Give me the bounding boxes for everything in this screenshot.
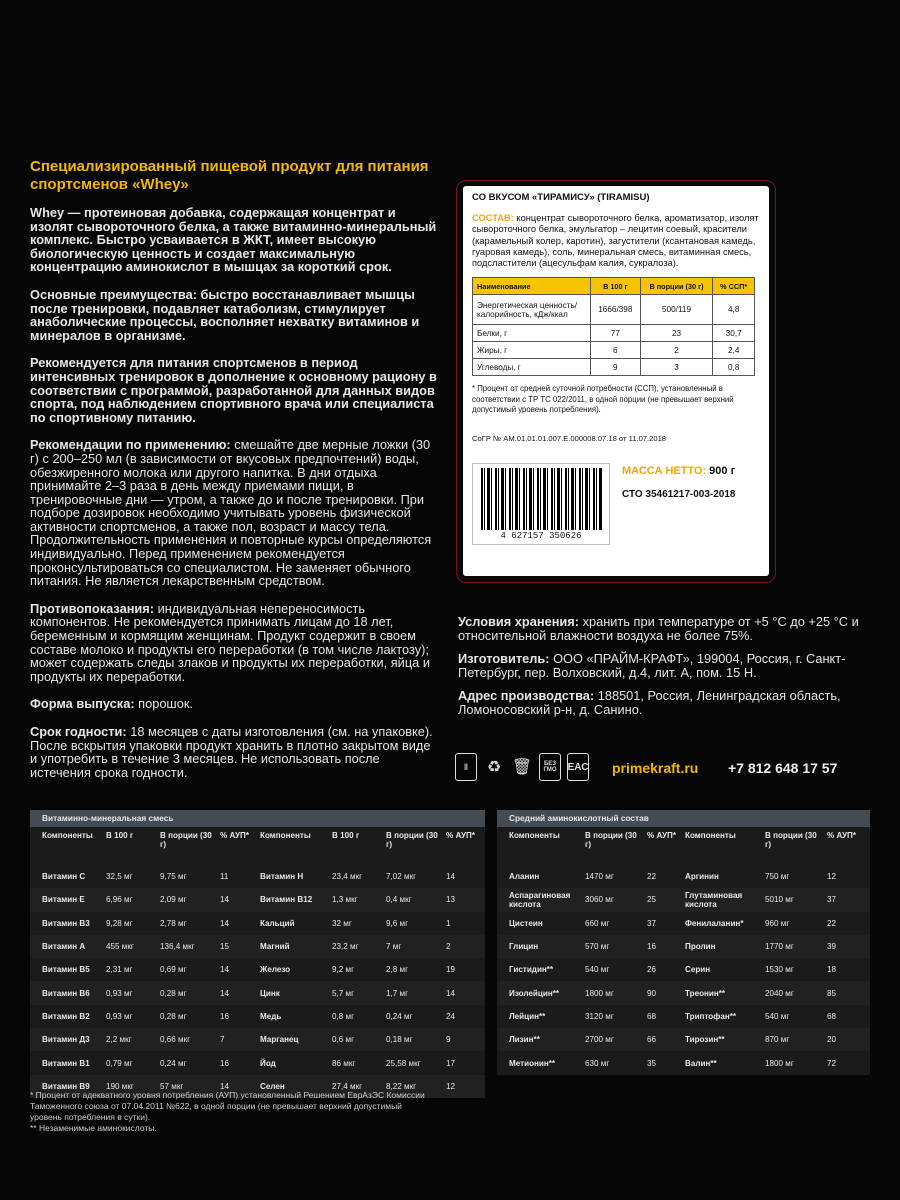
- form-label: Форма выпуска:: [30, 696, 135, 712]
- vit-cell: 0,24 мг: [386, 1011, 413, 1021]
- vit-head-cell: В порции (30 г): [160, 831, 212, 849]
- gmo-free-icon: БЕЗ ГМО: [539, 753, 561, 781]
- address-text: 188501, Россия, Ленинградская область, Ломоносовский р-н, д. Санино.: [458, 688, 841, 717]
- vit-cell: Медь: [260, 1011, 282, 1021]
- nutrition-cell: Энергетическая ценность/ калорийность, кДж/ккал: [473, 295, 591, 325]
- nutrition-cell: 3: [640, 359, 713, 376]
- website-link[interactable]: primekraft.ru: [612, 760, 699, 776]
- amino-head-cell: Компоненты: [685, 831, 736, 840]
- amino-cell: 540 мг: [585, 965, 610, 975]
- vit-head-cell: Компоненты: [260, 831, 311, 840]
- vit-cell: 23,2 мг: [332, 942, 359, 952]
- vit-cell: 6,96 мг: [106, 895, 133, 905]
- vit-cell: 23,4 мкг: [332, 872, 363, 882]
- amino-cell: 66: [647, 1035, 657, 1045]
- sto-number: СТО 35461217-003-2018: [622, 488, 736, 500]
- vit-cell: 136,4 мкг: [160, 942, 195, 952]
- storage-label: Условия хранения:: [458, 614, 580, 629]
- barcode-number: 4 627157 350626: [500, 530, 582, 541]
- amino-cell: Глутаминовая кислота: [685, 890, 743, 909]
- vit-cell: Витамин В2: [42, 1011, 90, 1021]
- barcode: [472, 463, 610, 545]
- amino-cell: Фенилаланин*: [685, 918, 744, 928]
- vit-cell: 14: [446, 988, 456, 998]
- mass-label: МАССА НЕТТО:: [622, 464, 707, 477]
- vit-row: [30, 935, 485, 958]
- vit-head-cell: В 100 г: [332, 831, 360, 840]
- vitamin-table-title: Витаминно-минеральная смесь: [30, 810, 485, 827]
- vit-cell: 9,28 мг: [106, 918, 133, 928]
- vit-cell: 9: [446, 1035, 451, 1045]
- amino-cell: 22: [647, 872, 657, 882]
- vit-cell: 0,4 мкг: [386, 895, 412, 905]
- vit-cell: Железо: [260, 965, 291, 975]
- vit-cell: 0,8 мг: [332, 1011, 355, 1021]
- amino-cell: 68: [647, 1011, 657, 1021]
- vit-cell: 7,02 мкг: [386, 872, 417, 882]
- vit-cell: 0,66 мкг: [160, 1035, 191, 1045]
- amino-cell: 72: [827, 1058, 837, 1068]
- vit-head-cell: Компоненты: [42, 831, 93, 840]
- amino-cell: 90: [647, 988, 657, 998]
- vit-row: [30, 981, 485, 1004]
- vit-cell: 25,58 мкг: [386, 1058, 421, 1068]
- vit-cell: 19: [446, 965, 456, 975]
- contra-block: [30, 602, 440, 684]
- vit-cell: Марганец: [260, 1035, 299, 1045]
- vit-head-cell: В 100 г: [106, 831, 134, 840]
- vit-cell: 17: [446, 1058, 456, 1068]
- vit-cell: 24: [446, 1011, 456, 1021]
- maker-block: [458, 652, 878, 679]
- amino-cell: Треонин**: [685, 988, 726, 998]
- vit-cell: 0,93 мг: [106, 1011, 133, 1021]
- vit-cell: Витамин В9: [42, 1081, 90, 1091]
- vit-cell: Витамин Н: [260, 872, 304, 882]
- vit-cell: 2,2 мкг: [106, 1035, 132, 1045]
- amino-cell: 18: [827, 965, 837, 975]
- mass-row: [472, 463, 760, 545]
- amino-cell: Аланин: [509, 872, 540, 882]
- maker-label: Изготовитель:: [458, 651, 550, 667]
- vit-cell: 9,6 мг: [386, 918, 409, 928]
- amino-cell: 26: [647, 965, 657, 975]
- description-column: [30, 158, 440, 793]
- vit-cell: Витамин В6: [42, 988, 90, 998]
- nutrition-row: [473, 359, 755, 376]
- amino-cell: Тирозин**: [685, 1035, 725, 1045]
- amino-head-cell: В порции (30 г): [585, 831, 637, 849]
- vit-cell: Магний: [260, 942, 290, 952]
- vit-cell: 14: [220, 1081, 230, 1091]
- amino-cell: 37: [647, 918, 657, 928]
- trash-bin-icon: 🗑: [511, 759, 533, 776]
- vit-cell: 1,7 мг: [386, 988, 409, 998]
- vit-cell: Йод: [260, 1058, 276, 1068]
- nutrition-cell: 9: [591, 359, 641, 376]
- amino-cell: Аргинин: [685, 872, 719, 882]
- amino-cell: Лизин**: [509, 1035, 540, 1045]
- net-mass: [622, 465, 735, 477]
- composition-label: СОСТАВ:: [472, 213, 514, 223]
- vit-cell: 1: [446, 918, 451, 928]
- amino-row: [497, 865, 870, 888]
- sogr-number: СоГР № AM.01.01.01.007.E.000008.07.18 от 11.07.2018: [472, 433, 667, 443]
- nutrition-row: [473, 342, 755, 359]
- storage-text: хранить при температуре от +5 °С до +25 °С и относительной влажности воздуха не более 75%.: [458, 614, 859, 643]
- amino-cell: 540 мг: [765, 1011, 790, 1021]
- nutrition-cell: 6: [591, 342, 641, 359]
- bottom-footnote: * Процент от адекватного уровня потребления (АУП) установленный Решением ЕврАзЭС Комиссии Таможенного союза от 07.04.2011 №622, в одной порции (не превышает верхний допустимый уровень потребления в сутки). ** Незаменимые аминокислоты.: [30, 1090, 425, 1133]
- amino-cell: 1800 мг: [585, 988, 614, 998]
- nutrition-cell: 1666/398: [591, 295, 641, 325]
- nutrition-cell: 30,7: [713, 325, 755, 342]
- vit-cell: 86 мкг: [332, 1058, 356, 1068]
- vit-cell: 32,5 мг: [106, 872, 133, 882]
- vit-cell: 27,4 мкг: [332, 1081, 363, 1091]
- form-text: порошок.: [134, 696, 193, 712]
- vit-cell: 7: [220, 1035, 225, 1045]
- amino-head-cell: В порции (30 г): [765, 831, 817, 849]
- address-block: [458, 689, 878, 716]
- amino-head-cell: % АУП*: [827, 831, 856, 840]
- amino-cell: 660 мг: [585, 918, 610, 928]
- nutrition-cell: 2: [640, 342, 713, 359]
- nutrition-cell: 2,4: [713, 342, 755, 359]
- vit-cell: 14: [220, 895, 230, 905]
- amino-cell: Цистеин: [509, 918, 543, 928]
- phone-number: +7 812 648 17 57: [728, 760, 838, 776]
- vit-head-cell: В порции (30 г): [386, 831, 438, 849]
- recommend-text: Рекомендуется для питания спортсменов в период интенсивных тренировок в дополнение к основному рациону в соответствии с программой, разработанной для данных видов спорта, под наблюдением спортивного врача или специалиста по спортивному питанию.: [30, 355, 437, 425]
- amino-cell: 12: [827, 872, 837, 882]
- nutrition-head-cell: В 100 г: [591, 278, 641, 295]
- amino-cell: 16: [647, 942, 657, 952]
- nutrition-head-cell: Наименование: [473, 278, 591, 295]
- vit-row: [30, 1028, 485, 1051]
- amino-cell: Гистидин**: [509, 965, 554, 975]
- maker-text: ООО «ПРАЙМ-КРАФТ», 199004, Россия, г. Санкт-Петербург, пер. Волховский, д.4, лит. А, пом. 15 Н.: [458, 651, 846, 680]
- vit-cell: 0,6 мг: [332, 1035, 355, 1045]
- vit-cell: 9,2 мг: [332, 965, 355, 975]
- amino-cell: 39: [827, 942, 837, 952]
- vit-cell: 190 мкг: [106, 1081, 134, 1091]
- shelf-label: Срок годности:: [30, 724, 127, 739]
- vit-cell: 8,22 мкг: [386, 1081, 417, 1091]
- vit-cell: 16: [220, 1058, 230, 1068]
- vit-cell: 2: [446, 942, 451, 952]
- amino-cell: 35: [647, 1058, 657, 1068]
- usage-text: смешайте две мерные ложки (30 г) с 200–250 мл (в зависимости от вкусовых предпочтений) воды, обезжиренного молока или другого напитка. В дни отдыха принимайте 2–3 раза в день между приемами пищи, в тренировочные дни — утром, а также до и после тренировки. При подборе дозировок необходимо учитывать уровень физической активности спортсменов, а также пол, возраст и массу тела. Продолжительность применения и повторные курсы определяются индивидуально. Перед применением рекомендуется проконсультироваться со специалистом. Не заменяет обычного питания. Не является лекарственным средством.: [30, 437, 432, 589]
- amino-cell: 750 мг: [765, 872, 790, 882]
- nutrition-cell: 0,8: [713, 359, 755, 376]
- vit-cell: 2,09 мг: [160, 895, 187, 905]
- cert-icons: [455, 753, 589, 781]
- nutrition-cell: 77: [591, 325, 641, 342]
- usage-label: Рекомендации по применению:: [30, 437, 231, 453]
- advantages-text: Основные преимущества: быстро восстанавливает мышцы после тренировки, подавляет катаболизм, стимулирует анаболические процессы, восполняет нехватку витаминов и минералов в организме.: [30, 286, 420, 343]
- nutrition-cell: 23: [640, 325, 713, 342]
- amino-cell: Триптофан**: [685, 1011, 737, 1021]
- vit-cell: 14: [220, 965, 230, 975]
- vit-cell: 0,28 мг: [160, 1011, 187, 1021]
- vit-cell: 14: [220, 918, 230, 928]
- amino-cell: Валин**: [685, 1058, 717, 1068]
- amino-cell: 1470 мг: [585, 872, 614, 882]
- amino-cell: 20: [827, 1035, 837, 1045]
- vit-cell: 5,7 мг: [332, 988, 355, 998]
- amino-head-cell: Компоненты: [509, 831, 560, 840]
- amino-cell: 22: [827, 918, 837, 928]
- food-contact-icon: Ⅱ: [455, 753, 477, 781]
- vitamin-table: [30, 810, 485, 1091]
- vit-cell: 15: [220, 942, 230, 952]
- amino-head-cell: % АУП*: [647, 831, 676, 840]
- amino-row: [497, 912, 870, 935]
- amino-cell: 960 мг: [765, 918, 790, 928]
- amino-cell: Лейцин**: [509, 1011, 546, 1021]
- vit-cell: 12: [446, 1081, 456, 1091]
- vit-cell: 57 мкг: [160, 1081, 184, 1091]
- vit-cell: 14: [446, 872, 456, 882]
- amino-table-body: [497, 827, 870, 1075]
- nutrition-cell: Углеводы, г: [473, 359, 591, 376]
- vit-cell: 1,3 мкг: [332, 895, 358, 905]
- eac-icon: ЕАС: [567, 753, 589, 781]
- vit-cell: 455 мкг: [106, 942, 134, 952]
- amino-row: [497, 1005, 870, 1028]
- vit-cell: 0,28 мг: [160, 988, 187, 998]
- vit-cell: Витамин А: [42, 942, 86, 952]
- amino-cell: 1530 мг: [765, 965, 794, 975]
- amino-cell: 1770 мг: [765, 942, 794, 952]
- nutrition-head-cell: В порции (30 г): [640, 278, 713, 295]
- amino-cell: Пролин: [685, 942, 716, 952]
- vit-cell: Витамин В1: [42, 1058, 90, 1068]
- label-footnote: * Процент от средней суточной потребности (ССП), установленный в соответствии с ТР ТС 022/2011, в одной порции (не превышает верхний допустимый уровень потребления).: [472, 384, 734, 415]
- vit-head-cell: % АУП*: [446, 831, 475, 840]
- vit-cell: 0,79 мг: [106, 1058, 133, 1068]
- contra-label: Противопоказания:: [30, 600, 155, 616]
- mass-value: 900 г: [706, 464, 736, 477]
- nutrition-cell: 500/119: [640, 295, 713, 325]
- amino-head-row: [497, 827, 870, 865]
- amino-table-title: Средний аминокислотный состав: [497, 810, 870, 827]
- vit-head-row: [30, 827, 485, 865]
- vit-cell: 0,18 мг: [386, 1035, 413, 1045]
- vit-cell: 2,31 мг: [106, 965, 133, 975]
- vit-cell: 0,69 мг: [160, 965, 187, 975]
- nutrition-head-row: [473, 278, 755, 295]
- amino-cell: Изолейцин**: [509, 988, 560, 998]
- amino-cell: 630 мг: [585, 1058, 610, 1068]
- contra-text: индивидуальная непереносимость компонентов. Не рекомендуется принимать лицам до 18 лет, беременным и кормящим женщинам. Продукт содержит в своем составе молоко и продукты его переработки (в том числе лактозу); может содержать следы злаков и продукты их переработки, яйца и продукты их переработки.: [30, 600, 430, 684]
- company-info: [458, 615, 878, 727]
- vit-cell: Витамин С: [42, 872, 86, 882]
- composition: [472, 213, 760, 269]
- nutrition-head-cell: % ССП*: [713, 278, 755, 295]
- amino-cell: 2040 мг: [765, 988, 794, 998]
- vit-cell: 11: [220, 872, 229, 882]
- form-block: [30, 697, 440, 711]
- product-title: Специализированный пищевой продукт для питания спортсменов «Whey»: [30, 158, 429, 193]
- vit-cell: 2,8 мг: [386, 965, 409, 975]
- nutrition-row: [473, 295, 755, 325]
- amino-row: [497, 1028, 870, 1051]
- vit-cell: 14: [220, 988, 230, 998]
- nutrition-cell: 4,8: [713, 295, 755, 325]
- product-label: [463, 186, 769, 576]
- vit-row: [30, 865, 485, 888]
- vit-row: [30, 912, 485, 935]
- nutrition-cell: Белки, г: [473, 325, 591, 342]
- flavor-title: СО ВКУСОМ «ТИРАМИСУ» (TIRAMISU): [472, 192, 650, 203]
- vit-cell: Цинк: [260, 988, 280, 998]
- amino-row: [497, 981, 870, 1004]
- amino-cell: 3120 мг: [585, 1011, 614, 1021]
- intro-text: Whey — протеиновая добавка, содержащая концентрат и изолят сывороточного белка, а также витаминно-минеральный комплекс. Быстро усваивается в ЖКТ, имеет высокую биологическую ценность и создает максимальную концентрацию аминокислот в мышцах за короткий срок.: [30, 205, 437, 275]
- amino-cell: 870 мг: [765, 1035, 790, 1045]
- amino-cell: Серин: [685, 965, 711, 975]
- address-label: Адрес производства:: [458, 688, 595, 704]
- vit-cell: 7 мг: [386, 942, 402, 952]
- vit-cell: Витамин Д3: [42, 1035, 90, 1045]
- vit-cell: 13: [446, 895, 456, 905]
- amino-table: [497, 810, 870, 1075]
- amino-cell: 1800 мг: [765, 1058, 794, 1068]
- barcode-bars: [481, 468, 603, 530]
- amino-cell: Метионин**: [509, 1058, 556, 1068]
- shelf-block: [30, 725, 440, 779]
- amino-cell: 570 мг: [585, 942, 610, 952]
- amino-cell: Аспарагиновая кислота: [509, 890, 571, 909]
- vit-cell: 32 мг: [332, 918, 352, 928]
- amino-cell: 25: [647, 895, 657, 905]
- usage-block: [30, 438, 440, 588]
- vit-row: [30, 1051, 485, 1074]
- shelf-text: 18 месяцев с даты изготовления (см. на упаковке). После вскрытия упаковки продукт хранить в плотно закрытом виде и употребить в течение 3 месяцев. Не использовать после истечения срока годности.: [30, 724, 433, 780]
- nutrition-table: [472, 277, 755, 376]
- vit-row: [30, 958, 485, 981]
- composition-text: концентрат сывороточного белка, ароматизатор, изолят сывороточного белка, эмульгатор – лецитин соевый, красители (карамельный колер, каротин), загустители (ксантановая камедь, гуаровая камедь), соль, минеральная смесь, витаминная смесь, подсластители (ацесульфам калия, сукралоза).: [472, 213, 759, 269]
- vit-cell: 0,93 мг: [106, 988, 133, 998]
- vit-cell: Селен: [260, 1081, 285, 1091]
- vit-row: [30, 888, 485, 911]
- vitamin-table-body: [30, 827, 485, 1098]
- amino-cell: 68: [827, 1011, 837, 1021]
- amino-cell: 5010 мг: [765, 895, 794, 905]
- vit-cell: Витамин B12: [260, 895, 313, 905]
- amino-row: [497, 1051, 870, 1074]
- vit-cell: 9,75 мг: [160, 872, 187, 882]
- storage-block: [458, 615, 878, 642]
- amino-cell: 3060 мг: [585, 895, 614, 905]
- vit-cell: Витамин B3: [42, 918, 90, 928]
- amino-cell: Глицин: [509, 942, 539, 952]
- vit-head-cell: % АУП*: [220, 831, 249, 840]
- vit-row: [30, 1005, 485, 1028]
- recycle-icon: ♻: [486, 759, 502, 776]
- vit-cell: 0,24 мг: [160, 1058, 187, 1068]
- amino-row: [497, 888, 870, 911]
- vit-cell: 16: [220, 1011, 230, 1021]
- vit-cell: 2,78 мг: [160, 918, 187, 928]
- mass-block: [622, 465, 735, 545]
- vit-cell: Кальций: [260, 918, 295, 928]
- amino-cell: 85: [827, 988, 837, 998]
- amino-cell: 2700 мг: [585, 1035, 614, 1045]
- nutrition-row: [473, 325, 755, 342]
- amino-cell: 37: [827, 895, 837, 905]
- vit-cell: Витамин Е: [42, 895, 85, 905]
- vit-cell: Витамин В5: [42, 965, 90, 975]
- amino-row: [497, 935, 870, 958]
- nutrition-cell: Жиры, г: [473, 342, 591, 359]
- amino-row: [497, 958, 870, 981]
